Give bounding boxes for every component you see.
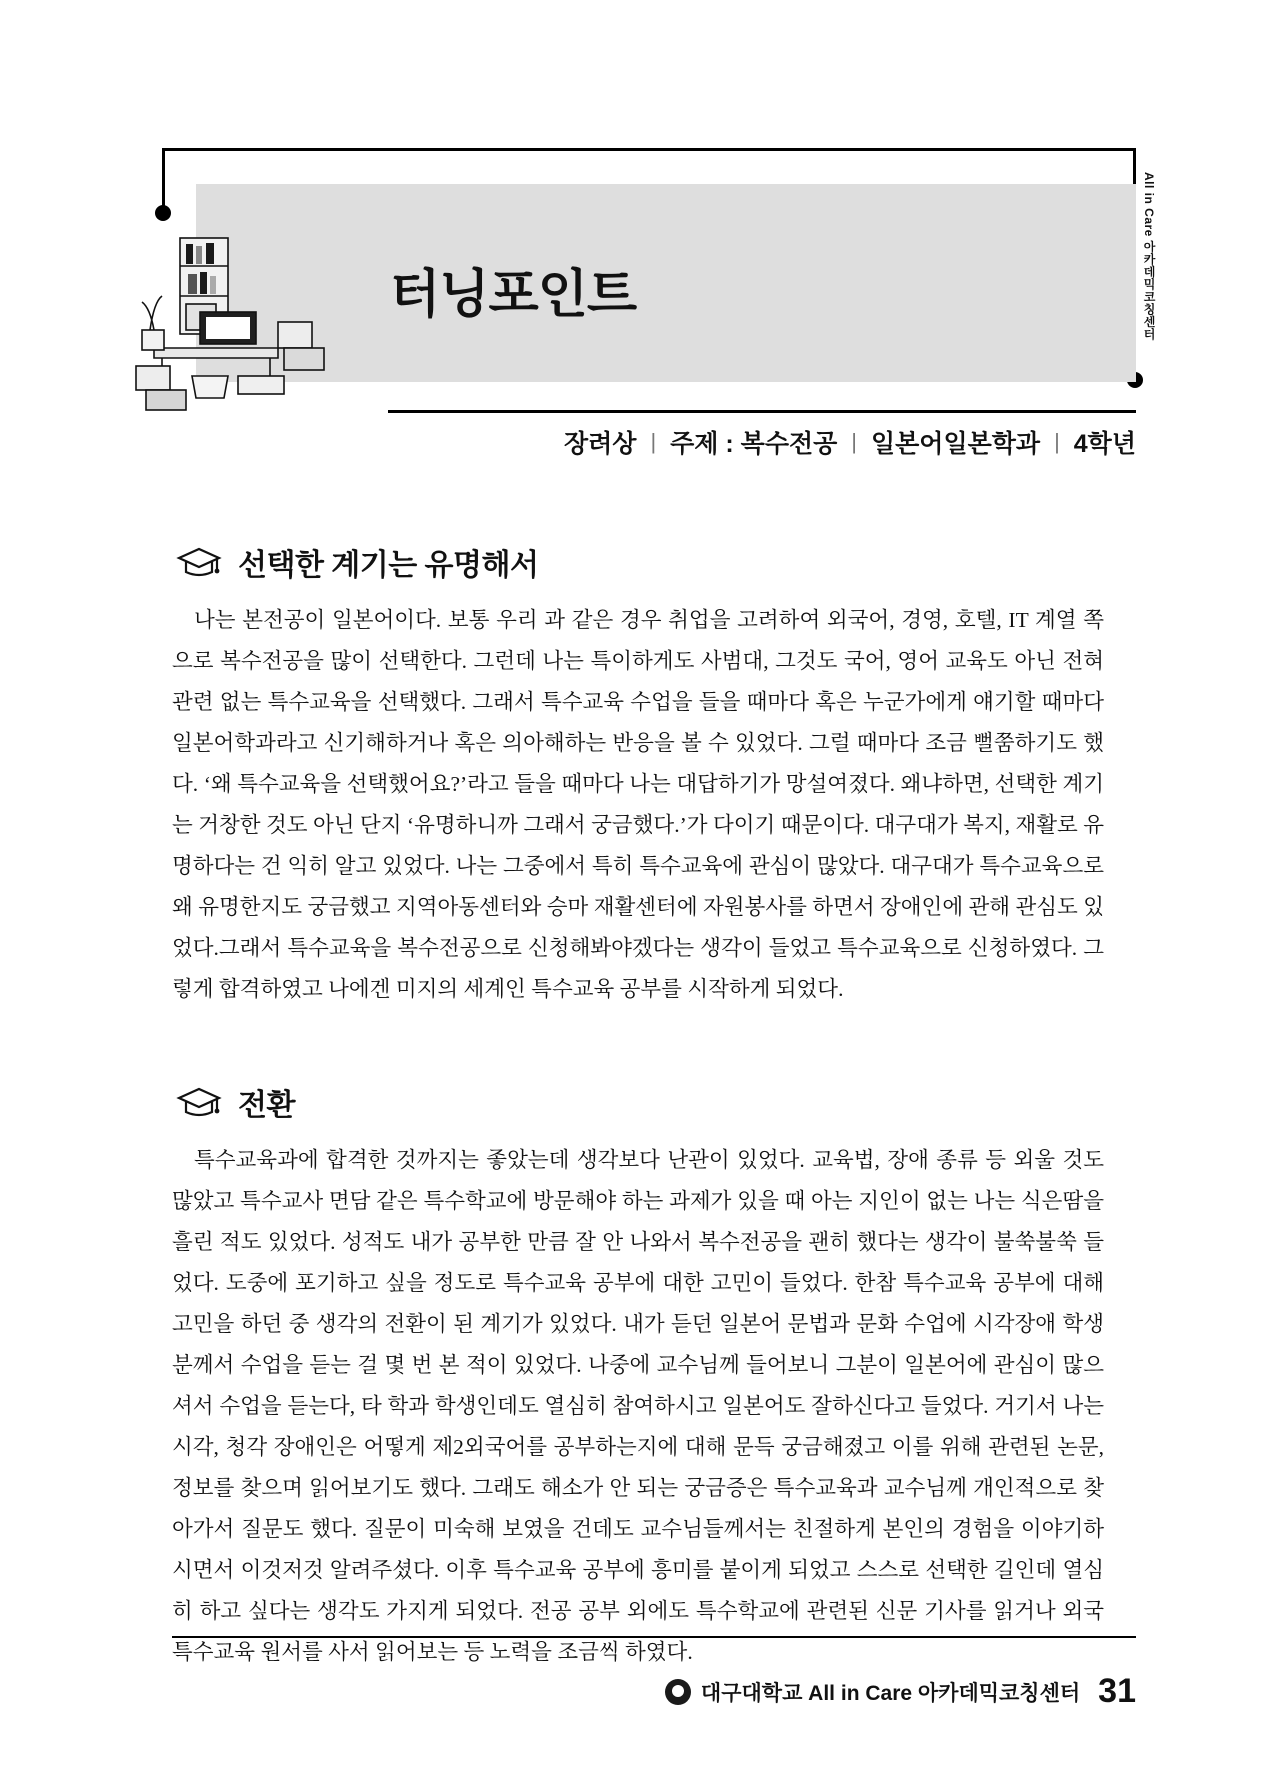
desk-illustration (128, 226, 348, 416)
circle-emblem-icon (665, 1679, 691, 1705)
meta-award: 장려상 (563, 430, 637, 458)
meta-topic: 주제 : 복수전공 (670, 430, 838, 458)
section-1-body: 나는 본전공이 일본어이다. 보통 우리 과 같은 경우 취업을 고려하여 외국어, 경영, 호텔, IT 계열 쪽으로 복수전공을 많이 선택한다. 그런데 나는 특이하게도 사범대, 그것도 국어, 영어 교육도 아닌 전혀 관련 없는 특수교육을 선택했다. 그래서 특수교육 수업을 들을 때마다 혹은 누군가에게 얘기할 때마다 일본어학과라고 신기해하거나 혹은 의아해하는 반응을 볼 수 있었다. 그럴 때마다 조금 뻘쭘하기도 했다. ‘왜 특수교육을 선택했어요?’라고 들을 때마다 나는 대답하기가 망설여졌다. 왜냐하면, 선택한 계기는 거창한 것도 아닌 단지 ‘유명하니까 그래서 궁금했다.’가 다이기 때문이다. 대구대가 복지, 재활로 유명하다는 건 익히 알고 있었다. 나는 그중에서 특히 특수교육에 관심이 많았다. 대구대가 특수교육으로 왜 유명한지도 궁금했고 지역아동센터와 승마 재활센터에 자원봉사를 하면서 장애인에 관해 관심도 있었다.그래서 특수교육을 복수전공으로 신청해봐야겠다는 생각이 들었고 특수교육으로 신청하였다. 그렇게 합격하였고 나에겐 미지의 세계인 특수교육 공부를 시작하게 되었다. (172, 608, 1104, 1001)
meta-year: 4학년 (1073, 430, 1136, 458)
graduation-cap-icon (176, 545, 222, 579)
top-rule-left-tick (162, 148, 165, 210)
page-footer (665, 1672, 1136, 1711)
section-2-header (176, 1080, 295, 1124)
footer-text: 대구대학교 All in Care 아카데믹코칭센터 (700, 1681, 1081, 1705)
meta-separator-3: | (1054, 429, 1060, 454)
page-title: 터닝포인트 (390, 266, 637, 324)
article-meta (564, 424, 1136, 460)
section-1-header (176, 540, 538, 584)
graduation-cap-icon (176, 1085, 222, 1119)
side-label: All in Care 아카데믹코칭센터 (1142, 172, 1156, 341)
meta-separator-2: | (851, 429, 857, 454)
meta-department: 일본어일본학과 (871, 430, 1041, 458)
meta-separator-1: | (650, 429, 657, 454)
section-2-body: 특수교육과에 합격한 것까지는 좋았는데 생각보다 난관이 있었다. 교육법, 장애 종류 등 외울 것도 많았고 특수교사 면담 같은 특수학교에 방문해야 하는 과제가 있을 때 아는 지인이 없는 나는 식은땀을 흘린 적도 있었다. 성적도 내가 공부한 만큼 잘 안 나와서 복수전공을 괜히 했다는 생각이 불쑥불쑥 들었다. 도중에 포기하고 싶을 정도로 특수교육 공부에 대한 고민이 들었다. 한참 특수교육 공부에 대해 고민을 하던 중 생각의 전환이 된 계기가 있었다. 내가 듣던 일본어 문법과 문화 수업에 시각장애 학생분께서 수업을 듣는 걸 몇 번 본 적이 있었다. 나중에 교수님께 들어보니 그분이 일본어에 관심이 많으셔서 수업을 듣는다, 타 학과 학생인데도 열심히 참여하시고 일본어도 잘하신다고 들었다. 거기서 나는 시각, 청각 장애인은 어떻게 제2외국어를 공부하는지에 대해 문득 궁금해졌고 이를 위해 관련된 논문, 정보를 찾으며 읽어보기도 했다. 그래도 해소가 안 되는 궁금증은 특수교육과 교수님께 개인적으로 찾아가서 질문도 했다. 질문이 미숙해 보였을 건데도 교수님들께서는 친절하게 본인의 경험을 이야기하시면서 이것저것 알려주셨다. 이후 특수교육 공부에 흥미를 붙이게 되었고 스스로 선택한 길인데 열심히 하고 싶다는 생각도 가지게 되었다. 전공 공부 외에도 특수학교에 관련된 신문 기사를 읽거나 외국 특수교육 원서를 사서 읽어보는 등 노력을 조금씩 하였다. (172, 1148, 1104, 1664)
top-rule (162, 148, 1136, 151)
section-2-title: 전환 (238, 1089, 295, 1122)
bracket-dot-left (155, 205, 171, 221)
meta-rule (388, 410, 1136, 413)
footer-rule (172, 1636, 1136, 1638)
page-number: 31 (1098, 1672, 1136, 1710)
section-1-title: 선택한 계기는 유명해서 (238, 549, 539, 582)
